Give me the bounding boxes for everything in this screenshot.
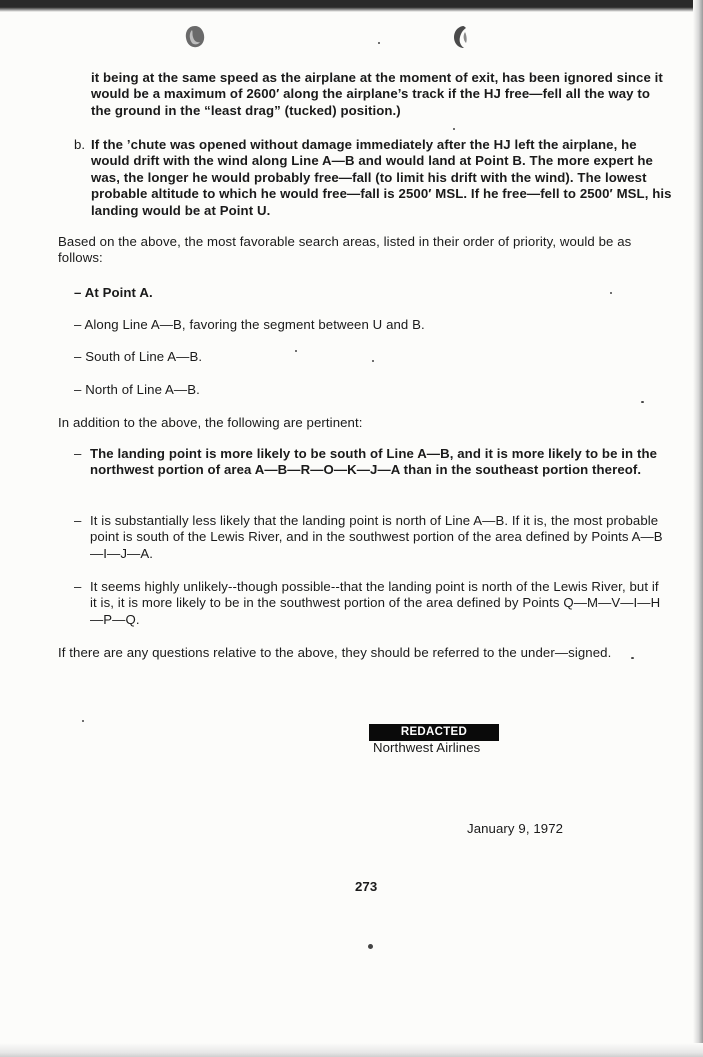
punch-hole-right-icon <box>451 24 473 50</box>
pertinent-item-2-text: It is substantially less likely that the landing point is north of Line A—B. If it is, the most probable point is south of the Lewis River, and in the southwest portion of the area defined by Points A—B—I—J—A. <box>90 513 663 561</box>
pertinent-item-2 <box>74 513 664 562</box>
document-date: January 9, 1972 <box>467 821 564 836</box>
bullet-dash: – <box>74 579 82 594</box>
scan-speck <box>368 944 373 949</box>
scan-speck <box>295 350 297 352</box>
scan-speck <box>378 42 380 44</box>
signature-organization: Northwest Airlines <box>373 740 481 755</box>
priority-item-2: – Along Line A—B, favoring the segment between U and B. <box>74 317 425 332</box>
pertinent-intro: In addition to the above, the following are pertinent: <box>58 415 363 430</box>
paragraph-b <box>74 137 674 219</box>
scan-bottom-edge <box>0 1043 703 1057</box>
priority-intro: Based on the above, the most favorable search areas, listed in their order of priority, would be as follows: <box>58 234 632 266</box>
bullet-dash: – <box>74 446 82 461</box>
continuation-paragraph: it being at the same speed as the airplane at the moment of exit, has been ignored since it would be a maximum of 2600′ along the airplane’s track if the HJ free—fell all the way to the ground in the “least drag” (tucked) position.) <box>91 70 663 118</box>
pertinent-item-1-text: The landing point is more likely to be south of Line A—B, and it is more likely to be in the northwest portion of area A—B—R—O—K—J—A than in the southeast portion thereof. <box>90 446 658 478</box>
page-number: 273 <box>355 879 378 894</box>
redaction-bar: REDACTED <box>369 724 499 741</box>
scan-speck <box>372 360 374 362</box>
scan-right-edge <box>693 0 703 1057</box>
priority-item-1: – At Point A. <box>74 285 153 300</box>
priority-item-4: – North of Line A—B. <box>74 382 200 397</box>
priority-item-3: – South of Line A—B. <box>74 349 203 364</box>
punch-hole-left-icon <box>184 24 206 50</box>
paragraph-b-text: If the ’chute was opened without damage immediately after the HJ left the airplane, he would drift with the wind along Line A—B and would land at Point B. The more expert he was, the longer he would probably free—fall (to limit his drift with the wind). The lowest probable altitude to which he would free—fall is 2500′ MSL. If he free—fell to 2500′ MSL, his landing would be at Point U. <box>91 137 672 218</box>
pertinent-item-3 <box>74 579 664 628</box>
closing-paragraph: If there are any questions relative to the above, they should be referred to the under—signed. <box>58 645 612 660</box>
scan-speck <box>641 401 644 403</box>
pertinent-item-1 <box>74 446 664 479</box>
scan-speck <box>631 657 634 659</box>
pertinent-item-3-text: It seems highly unlikely--though possible--that the landing point is north of the Lewis River, but if it is, it is more likely to be in the southwest portion of the area defined by Points Q—M—V—I—H—P—Q. <box>90 579 661 627</box>
scan-top-edge <box>0 0 703 12</box>
scan-speck <box>82 720 84 722</box>
bullet-dash: – <box>74 513 82 528</box>
scan-speck <box>453 128 455 130</box>
paragraph-b-label: b. <box>74 137 86 152</box>
scan-speck <box>610 292 612 294</box>
